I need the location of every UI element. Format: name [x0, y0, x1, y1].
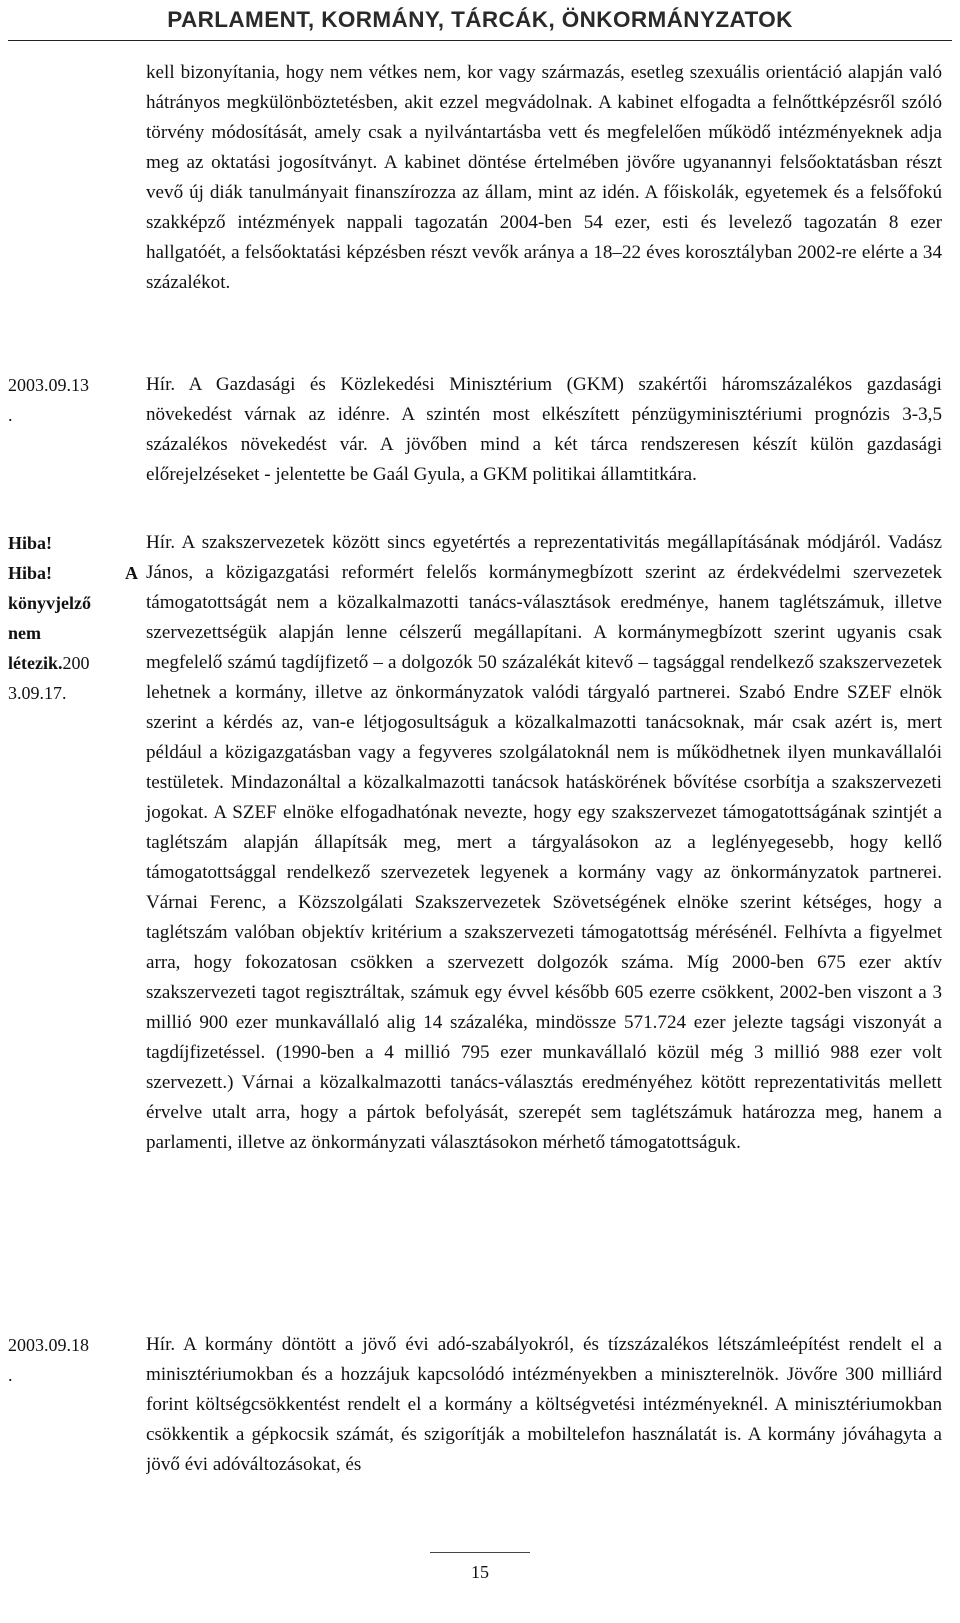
header-rule	[8, 40, 952, 41]
error-line: Hiba!	[8, 533, 53, 553]
error-word: Hiba!	[8, 563, 53, 583]
date-line: 2003.09.13	[8, 375, 89, 395]
entry-paragraph: Hír. A kormány döntött a jövő évi adó-szabályokról, és tízszázalékos létszámleépítést rendelt el a minisztériumokban és a hozzájuk kapcsolódó intézményekben a miniszterelnök. Jövőre 300 milliárd forint költségcsökkentést rendelt el a kormány a költségvetési intézményeknél. A minisztériumokban csökkentik a gépkocsik számát, és szigorítják a mobiltelefon használatát is. A kormány jóváhagyta a jövő évi adóváltozásokat, és	[146, 1334, 942, 1475]
error-line: nem	[8, 623, 41, 643]
entry-text	[146, 1330, 942, 1540]
error-word: A	[125, 563, 138, 583]
entry-2003-09-18	[8, 1330, 952, 1545]
date-line: .	[8, 405, 13, 425]
page-number-rule	[430, 1552, 530, 1553]
entry-date	[8, 370, 138, 430]
entry-date-error	[8, 528, 138, 708]
entry-text	[146, 58, 942, 298]
page-number: 15	[471, 1562, 489, 1582]
date-fragment: 200	[62, 653, 90, 673]
running-head: PARLAMENT, KORMÁNY, TÁRCÁK, ÖNKORMÁNYZATOK	[167, 7, 793, 32]
error-line	[8, 648, 138, 678]
entry-text	[146, 528, 942, 1158]
date-fragment: 3.09.17.	[8, 683, 67, 703]
entry-date	[8, 1330, 138, 1390]
date-line: .	[8, 1365, 13, 1385]
entry-2003-09-13	[8, 370, 952, 520]
entry-paragraph: Hír. A Gazdasági és Közlekedési Minisztérium (GKM) szakértői háromszázalékos gazdasági növekedést várnak az idénre. A szintén most elkészített pénzügyminisztériumi prognózis 3-3,5 százalékos növekedést vár. A jövőben mind a két tárca rendszeresen készít külön gazdasági előrejelzéseket - jelentette be Gaál Gyula, a GKM politikai államtitkára.	[146, 374, 942, 485]
entry-paragraph: Hír. A szakszervezetek között sincs egyetértés a reprezentativitás megállapításának módjáról. Vadász János, a közigazgatási reformért felelős kormánymegbízott szerint az érdekvédelmi szervezetek támogatottságát nem a közalkalmazotti tanács-választások eredménye, hanem taglétszámuk, illetve szervezettségük alapján lenne célszerű megállapítani. A kormánymegbízott szerint ugyanis csak megfelelő számú tagdíjfizető – a dolgozók 50 százalékát kitevő – tagsággal rendelkező szakszervezetek lehetnek a kormány, illetve az önkormányzatok valódi tárgyaló partnerei. Szabó Endre SZEF elnök szerint a kérdés az, van-e létjogosultságuk a közalkalmazotti tanácsoknak, már csak azért is, mert például a közigazgatásban vagy a fegyveres szolgálatoknál nem is működhetnek ilyen munkavállalói testületek. Mindazonáltal a közalkalmazotti tanácsok hatáskörének bővítése csorbítja a szakszervezeti jogokat. A SZEF elnöke elfogadhatónak nevezte, hogy egy szakszervezet támogatottságának szintjét a taglétszám alapján állapítsák meg, mert a tárgyalásokon az a leglényegesebb, hogy kellő támogatottsággal rendelkező szervezetek legyenek a kormány vagy az önkormányzatok partnerei. Várnai Ferenc, a Közszolgálati Szakszervezetek Szövetségének elnöke szerint kétséges, hogy a taglétszám valóban objektív kritérium a szakszervezeti támogatottság mérésénél. Felhívta a figyelmet arra, hogy fokozatosan csökken a szervezett dolgozók száma. Míg 2000-ben 675 ezer aktív szakszervezeti tagot regisztráltak, számuk egy évvel később 605 ezerre csökkent, 2002-ben viszont a 3 millió 900 ezer munkavállaló alig 14 százaléka, mindössze 571.724 ezer jelezte tagsági viszonyát a tagdíjfizetéssel. (1990-ben a 4 millió 795 ezer munkavállaló közül még 3 millió 988 ezer volt szervezett.) Várnai a közalkalmazotti tanács-választás eredményéhez kötött reprezentativitás mellett érvelve utalt arra, hogy a pártok befolyását, szerepét sem taglétszámuk határozza meg, hanem a parlamenti, illetve az önkormányzati választásokon mérhető támogatottságuk.	[146, 532, 942, 1153]
entry-text	[146, 370, 942, 490]
entry-continuation	[8, 58, 952, 358]
entry-paragraph: kell bizonyítania, hogy nem vétkes nem, kor vagy származás, esetleg szexuális orientáció alapján való hátrányos megkülönböztetésben, akit ezzel megvádolnak. A kabinet elfogadta a felnőttképzésről szóló törvény módosítását, amely csak a nyilvántartásba vett és megfelelően működő intézményeknek adja meg az oktatási jogosítványt. A kabinet döntése értelmében jövőre ugyanannyi felsőoktatásban részt vevő új diák tanulmányait finanszírozza az állam, mint az idén. A főiskolák, egyetemek és a felsőfokú szakképző intézmények nappali tagozatán 2004-ben 54 ezer, esti és levelező tagozatán 8 ezer hallgatóét, a felsőoktatási képzésben részt vevők aránya a 18–22 éves korosztályban 2002-re elérte a 34 százalékot.	[146, 62, 942, 293]
error-line: könyvjelző	[8, 593, 91, 613]
error-line	[8, 558, 138, 588]
date-line: 2003.09.18	[8, 1335, 89, 1355]
error-word: létezik.	[8, 653, 63, 673]
